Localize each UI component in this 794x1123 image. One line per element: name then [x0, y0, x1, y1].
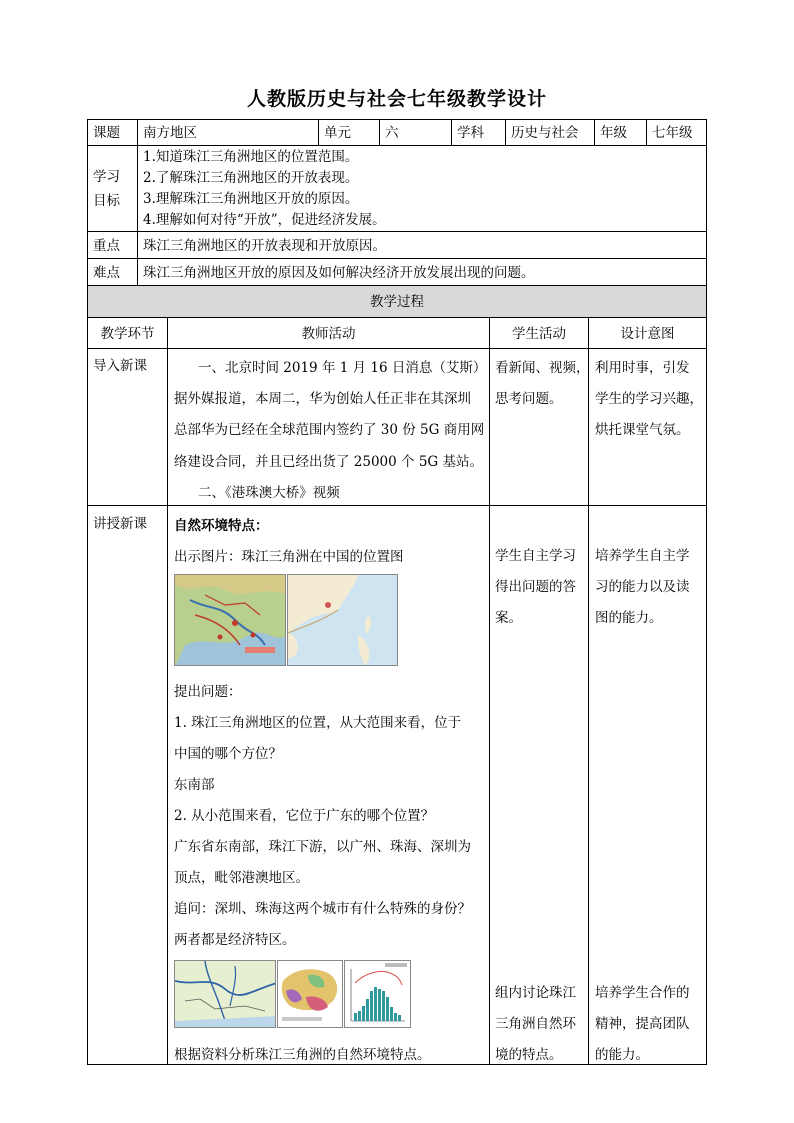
nianji-value: 七年级: [652, 125, 693, 141]
objective-item: 3.理解珠江三角洲地区开放的原因。: [143, 191, 359, 207]
xueke-label: 学科: [457, 125, 484, 141]
china-region-map: [277, 960, 343, 1028]
column-header: 教师活动: [301, 326, 356, 342]
lecture-intent-line: 习的能力以及读: [595, 579, 690, 595]
lecture-teacher-line: 顶点，毗邻港澳地区。: [174, 870, 309, 886]
lecture-student-line: 学生自主学习: [495, 548, 576, 564]
nianji-label: 年级: [600, 125, 627, 141]
lecture-student-line: 组内讨论珠江: [495, 985, 576, 1001]
pearl-river-delta-map: [174, 574, 286, 666]
danyuan-label: 单元: [324, 125, 351, 141]
column-header: 教学环节: [100, 326, 155, 342]
keti-label: 课题: [93, 125, 120, 141]
intro-student-line: 看新闻、视频，: [495, 360, 590, 376]
intro-student-line: 思考问题。: [495, 391, 563, 407]
lecture-teacher-line: 1. 珠江三角洲地区的位置，从大范围来看，位于: [174, 715, 462, 731]
lecture-intent-line: 的能力。: [595, 1047, 649, 1063]
climate-chart-image: [344, 960, 411, 1028]
danyuan-value: 六: [385, 125, 399, 141]
lecture-intent-line: 精神，提高团队: [595, 1016, 690, 1032]
objective-item: 1.知道珠江三角洲地区的位置范围。: [143, 149, 359, 165]
intro-teacher-line: 一、北京时间 2019 年 1 月 16 日消息（艾斯）: [198, 360, 487, 376]
intro-intent-line: 学生的学习兴趣，: [595, 391, 703, 407]
lecture-teacher-line: 中国的哪个方位？: [174, 746, 282, 762]
xueke-value: 历史与社会: [511, 125, 579, 141]
objective-item: 2.了解珠江三角洲地区的开放表现。: [143, 170, 359, 186]
intro-stage: 导入新课: [93, 358, 147, 374]
lecture-teacher-line: 两者都是经济特区。: [174, 932, 296, 948]
lecture-teacher-line: 根据资料分析珠江三角洲的自然环境特点。: [174, 1047, 431, 1063]
key-point-text: 珠江三角洲地区的开放表现和开放原因。: [143, 238, 386, 254]
lecture-teacher-heading: 自然环境特点：: [174, 518, 269, 534]
lecture-stage: 讲授新课: [93, 516, 147, 532]
intro-intent-line: 烘托课堂气氛。: [595, 422, 690, 438]
lecture-teacher-line: 出示图片：珠江三角洲在中国的位置图: [174, 549, 404, 565]
intro-teacher-line: 络建设合同，并且已经出货了 25000 个 5G 基站。: [174, 454, 483, 470]
intro-intent-line: 利用时事，引发: [595, 360, 690, 376]
lecture-intent-line: 培养学生合作的: [595, 985, 690, 1001]
intro-teacher-line: 据外媒报道，本周二，华为创始人任正非在其深圳: [174, 391, 471, 407]
lecture-teacher-line: 广东省东南部，珠江下游，以广州、珠海、深圳为: [174, 839, 471, 855]
lecture-student-line: 案。: [495, 610, 522, 626]
china-location-map: [287, 574, 398, 666]
lecture-student-line: 得出问题的答: [495, 579, 576, 595]
lecture-teacher-line: 2. 从小范围来看，它位于广东的哪个位置？: [174, 808, 435, 824]
page-title: 人教版历史与社会七年级教学设计: [246, 88, 547, 110]
objectives-label-1: 学习: [93, 169, 120, 185]
lecture-student-line: 境的特点。: [495, 1047, 563, 1063]
difficulty-text: 珠江三角洲地区开放的原因及如何解决经济开放发展出现的问题。: [143, 265, 535, 281]
lecture-student-line: 三角洲自然环: [495, 1016, 576, 1032]
process-header: 教学过程: [370, 294, 424, 310]
intro-teacher-line: 总部华为已经在全球范围内签约了 30 份 5G 商用网: [174, 422, 485, 438]
key-point-label: 重点: [93, 238, 120, 254]
keti-value: 南方地区: [143, 125, 197, 141]
lecture-teacher-line: 追问：深圳、珠海这两个城市有什么特殊的身份？: [174, 901, 471, 917]
objectives-label-2: 目标: [93, 193, 120, 209]
lecture-intent-line: 培养学生自主学: [595, 548, 690, 564]
difficulty-label: 难点: [93, 265, 120, 281]
river-system-map: [174, 960, 276, 1028]
objective-item: 4.理解如何对待“开放”，促进经济发展。: [143, 212, 386, 228]
lecture-teacher-line: 东南部: [174, 777, 215, 793]
lecture-teacher-line: 提出问题：: [174, 684, 242, 700]
intro-teacher-line: 二、《港珠澳大桥》视频: [198, 485, 340, 501]
lecture-intent-line: 图的能力。: [595, 610, 663, 626]
column-header: 学生活动: [512, 326, 566, 342]
column-header: 设计意图: [620, 326, 675, 342]
